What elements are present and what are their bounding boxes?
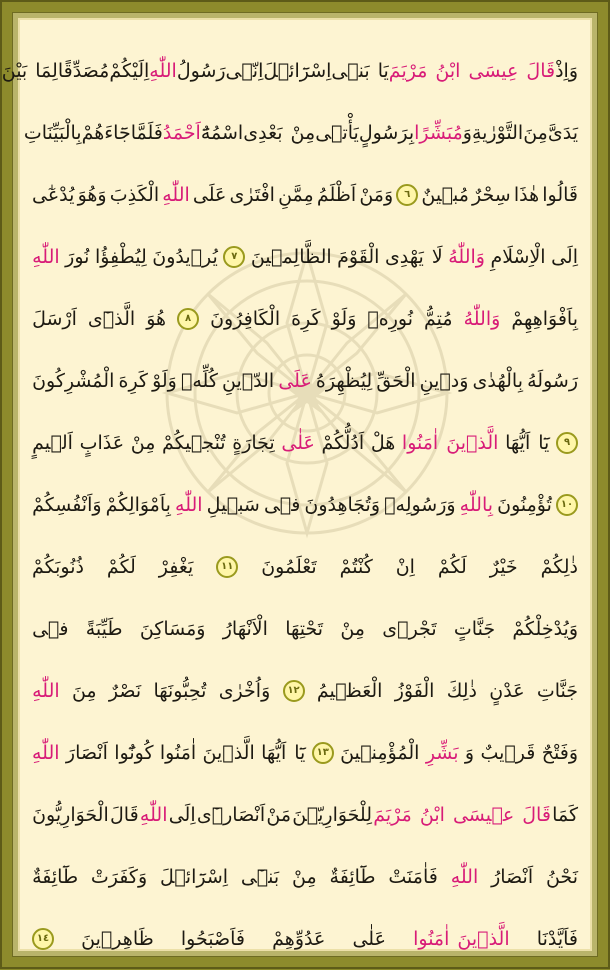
word: لِلْحَوَارِيّٖنَ	[292, 803, 373, 826]
word: جَٓاءَهُمْ	[81, 121, 131, 144]
word: الْقَوْمَ	[337, 245, 380, 268]
word: رَسُولُ	[176, 59, 226, 82]
word: سَبٖيلِ	[206, 493, 260, 516]
word: ذٰلِكُمْ	[540, 555, 578, 578]
verse-number-marker: ١٠	[556, 494, 578, 516]
word: طَٓائِفَةٌ	[329, 865, 376, 888]
word: ذٰلِكَ	[446, 679, 477, 702]
word: اَظْلَمُ	[316, 183, 357, 206]
word: الْمُؤْمِنٖينَ	[340, 741, 420, 764]
word: كُلِّهٖ	[180, 369, 218, 392]
word: بِالْبَيِّنَاتِ	[23, 121, 82, 144]
word: عَلٰى	[352, 927, 386, 950]
verse-number-marker: ١٣	[312, 742, 334, 764]
highlighted-word: عَلٰى	[281, 431, 315, 454]
word: الْحَقِّ	[376, 369, 416, 392]
word: لَكُمْ	[106, 555, 136, 578]
word: خَيْرٌ	[489, 555, 518, 578]
word: الْحَوَارِيُّونَ	[32, 803, 109, 826]
word: مِمَّنِ	[278, 183, 314, 206]
word: نُورَ	[65, 245, 90, 268]
word: بَنٖٓى	[240, 865, 280, 888]
word: لِيُظْهِرَهُ	[315, 369, 373, 392]
highlighted-word: اللّٰهِ	[175, 493, 203, 516]
word: وَهُوَ	[77, 183, 107, 206]
highlighted-word: اَحْمَدُ	[162, 121, 201, 144]
word: قَالُوا	[542, 183, 578, 206]
word: وَرَسُولِهٖ	[384, 493, 456, 516]
word: سِحْرٌ	[472, 183, 511, 206]
verse-number-marker: ١٤	[32, 928, 54, 950]
verse-number-marker: ١٢	[283, 680, 305, 702]
word: افْتَرٰى	[229, 183, 275, 206]
text-line	[32, 474, 578, 536]
word: عَدُوِّهِمْ	[272, 927, 326, 950]
word: بِرَسُولٍ	[358, 121, 415, 144]
word: ذُنُوبَكُمْ	[32, 555, 84, 578]
word: وَاُخْرٰى	[218, 679, 271, 702]
word: مِنْ	[130, 431, 156, 454]
word: يَدَىَّ	[547, 121, 578, 144]
text-line	[32, 598, 578, 660]
word: مِنَ	[523, 121, 548, 144]
highlighted-word: الَّذٖينَ اٰمَنُوا	[401, 431, 499, 454]
text-line	[32, 846, 578, 908]
text-line	[32, 350, 578, 412]
text-line	[32, 288, 578, 350]
word: اِنْ	[395, 555, 415, 578]
word: كَمَا	[552, 803, 578, 826]
word: اَلٖيمٍ	[32, 431, 73, 454]
text-line	[23, 102, 578, 164]
word: الْكَافِرُونَ	[210, 307, 281, 330]
word: وَمَسَاكِنَ	[139, 617, 206, 640]
word: يَٓا اَيُّهَا	[261, 741, 306, 764]
verse-number-marker: ٦	[396, 184, 418, 206]
word: وَدٖينِ	[419, 369, 469, 392]
word: وَيُدْخِلْكُمْ	[512, 617, 578, 640]
highlighted-word: اللّٰهِ	[32, 679, 60, 702]
mushaf-page	[1, 18, 592, 951]
word: الْكَذِبَ	[109, 183, 160, 206]
highlighted-word: وَاللّٰهُ	[463, 307, 501, 330]
word: تَحْتِهَا	[285, 617, 324, 640]
word: اِنّٖى	[225, 59, 264, 82]
highlighted-word: بَشِّرِ	[425, 741, 459, 764]
word: وَمَنْ	[359, 183, 394, 206]
word: تُنْجٖيكُمْ	[162, 431, 226, 454]
word: اَرْسَلَ	[32, 307, 77, 330]
highlighted-word: قَالَ عِيسَى ابْنُ مَرْيَمَ	[388, 59, 556, 82]
word: يَأْتٖى	[315, 121, 359, 144]
word: فَاٰمَنَتْ	[388, 865, 438, 888]
word: مُصَدِّقًا	[57, 59, 110, 82]
word: لِمَا بَيْنَ	[1, 59, 58, 82]
text-line	[32, 536, 578, 598]
word: وَلَوْ	[152, 369, 177, 392]
word: مَنْ	[266, 803, 291, 826]
word: وَ	[462, 121, 472, 144]
highlighted-word: اللّٰهِ	[162, 183, 190, 206]
word: فَلَمَّا	[130, 121, 163, 144]
text-line	[32, 784, 578, 846]
word: كُونُٓوا	[114, 741, 154, 764]
word: الْمُشْرِكُونَ	[32, 369, 115, 392]
word: الْفَوْزُ	[394, 679, 435, 702]
word: وَ	[464, 741, 475, 764]
word: تُحِبُّونَهَا	[153, 679, 207, 702]
word: يَٓا اَيُّهَا	[505, 431, 550, 454]
text-line	[1, 40, 578, 102]
word: طَٓائِفَةٌ	[32, 865, 79, 888]
word: اَدُلُّكُمْ	[321, 431, 365, 454]
word: لَا يَهْدِى	[384, 245, 443, 268]
word: اَنْصَارَ	[65, 741, 108, 764]
word: الدّٖينِ	[222, 369, 275, 392]
word: وَاَنْفُسِكُمْ	[32, 493, 102, 516]
word: يُدْعٰٓى	[32, 183, 75, 206]
word: مِنْ	[340, 617, 365, 640]
highlighted-word: مُبَشِّرًا	[414, 121, 463, 144]
word: مِنْ	[292, 865, 317, 888]
word: نَصْرٌ	[108, 679, 142, 702]
text-line	[32, 226, 578, 288]
highlighted-word: الَّذٖينَ اٰمَنُوا	[413, 927, 510, 950]
word: هُوَ	[146, 307, 167, 330]
word: اسْمُهُٓ	[200, 121, 244, 144]
word: مُبٖينٌ	[421, 183, 469, 206]
text-line	[32, 722, 578, 784]
text-line	[32, 908, 578, 970]
word: عَذَابٍ	[79, 431, 125, 454]
word: بِالْهُدٰى	[472, 369, 523, 392]
word: الْاَنْهَارُ	[222, 617, 268, 640]
highlighted-word: اللّٰهِ	[32, 741, 60, 764]
word: يَا بَنٖى	[331, 59, 389, 82]
highlighted-word: قَالَ عٖيسَى ابْنُ مَرْيَمَ	[373, 803, 551, 826]
word: رَسُولَهُ	[527, 369, 578, 392]
word: الْعَظٖيمُ	[316, 679, 383, 702]
word: قَالَ	[110, 803, 139, 826]
word: بِاَفْوَاهِهِمْ	[511, 307, 578, 330]
word: اَنْصَارُ	[491, 865, 534, 888]
word: تَعْلَمُونَ	[261, 555, 317, 578]
word: اٰمَنُوا	[159, 741, 197, 764]
word: نَحْنُ	[545, 865, 578, 888]
word: اِلَيْكُمْ	[109, 59, 150, 82]
word: الظَّالِمٖينَ	[250, 245, 332, 268]
word: ظَاهِرٖينَ	[81, 927, 154, 950]
word: كَرِهَ	[291, 307, 321, 330]
word: مِنَ	[71, 679, 97, 702]
highlighted-word: وَاللّٰهُ	[448, 245, 485, 268]
word: الَّذٖٓى	[87, 307, 136, 330]
word: فَاَيَّدْنَا	[536, 927, 578, 950]
verse-number-marker: ٨	[177, 308, 199, 330]
highlighted-word: اللّٰهِ	[32, 245, 60, 268]
highlighted-word: عَلَى	[278, 369, 312, 392]
verse-number-marker: ٩	[556, 432, 578, 454]
word: يُرٖيدُونَ	[152, 245, 218, 268]
word: لَكُمْ	[437, 555, 467, 578]
word: قَرٖيبٌ	[480, 741, 536, 764]
word: اِسْرَٓائٖلَ	[159, 865, 229, 888]
word: طَيِّبَةً	[85, 617, 123, 640]
word: الَّذٖينَ	[202, 741, 255, 764]
word: تِجَارَةٍ	[232, 431, 275, 454]
word: تُؤْمِنُونَ	[497, 493, 552, 516]
highlighted-word: اللّٰهِ	[450, 865, 479, 888]
word: كَرِهَ	[118, 369, 148, 392]
word: اِلَى	[168, 803, 196, 826]
word: مِنْ بَعْدِى	[243, 121, 316, 144]
word: مُتِمُّ	[424, 307, 453, 330]
word: هٰذَا	[513, 183, 540, 206]
text-lines	[1, 20, 590, 950]
word: لِيُطْفِؤُا	[94, 245, 147, 268]
word: اِسْرَٓائٖلَ	[263, 59, 332, 82]
word: الْاِسْلَامِ	[490, 245, 546, 268]
highlighted-word: اللّٰهِ	[149, 59, 177, 82]
word: فٖى	[263, 493, 301, 516]
word: عَدْنٍ	[489, 679, 525, 702]
word: اِلَى	[551, 245, 578, 268]
word: التَّوْرٰيةِ	[471, 121, 524, 144]
word: وَلَوْ	[331, 307, 357, 330]
word: فٖى	[32, 617, 69, 640]
word: وَفَتْحٌ	[541, 741, 578, 764]
text-line	[32, 164, 578, 226]
highlighted-word: اللّٰهِ	[139, 803, 168, 826]
word: وَاِذْ	[555, 59, 578, 82]
highlighted-word: بِاللّٰهِ	[459, 493, 494, 516]
word: كُنْتُمْ	[339, 555, 373, 578]
word: تَجْرٖى	[382, 617, 437, 640]
word: فَاَصْبَحُوا	[180, 927, 245, 950]
word: بِاَمْوَالِكُمْ	[105, 493, 171, 516]
word: وَكَفَرَتْ	[90, 865, 148, 888]
verse-number-marker: ١١	[216, 556, 238, 578]
text-line	[32, 660, 578, 722]
word: اَنْصَارٖٓى	[196, 803, 266, 826]
word: وَتُجَاهِدُونَ	[304, 493, 381, 516]
word: عَلَى	[192, 183, 227, 206]
word: يَغْفِرْ	[158, 555, 194, 578]
word: جَنَّاتِ	[536, 679, 578, 702]
verse-number-marker: ٧	[223, 246, 245, 268]
word: جَنَّاتٍ	[453, 617, 496, 640]
word: هَلْ	[370, 431, 396, 454]
text-line	[32, 412, 578, 474]
word: نُورِهٖ	[367, 307, 414, 330]
